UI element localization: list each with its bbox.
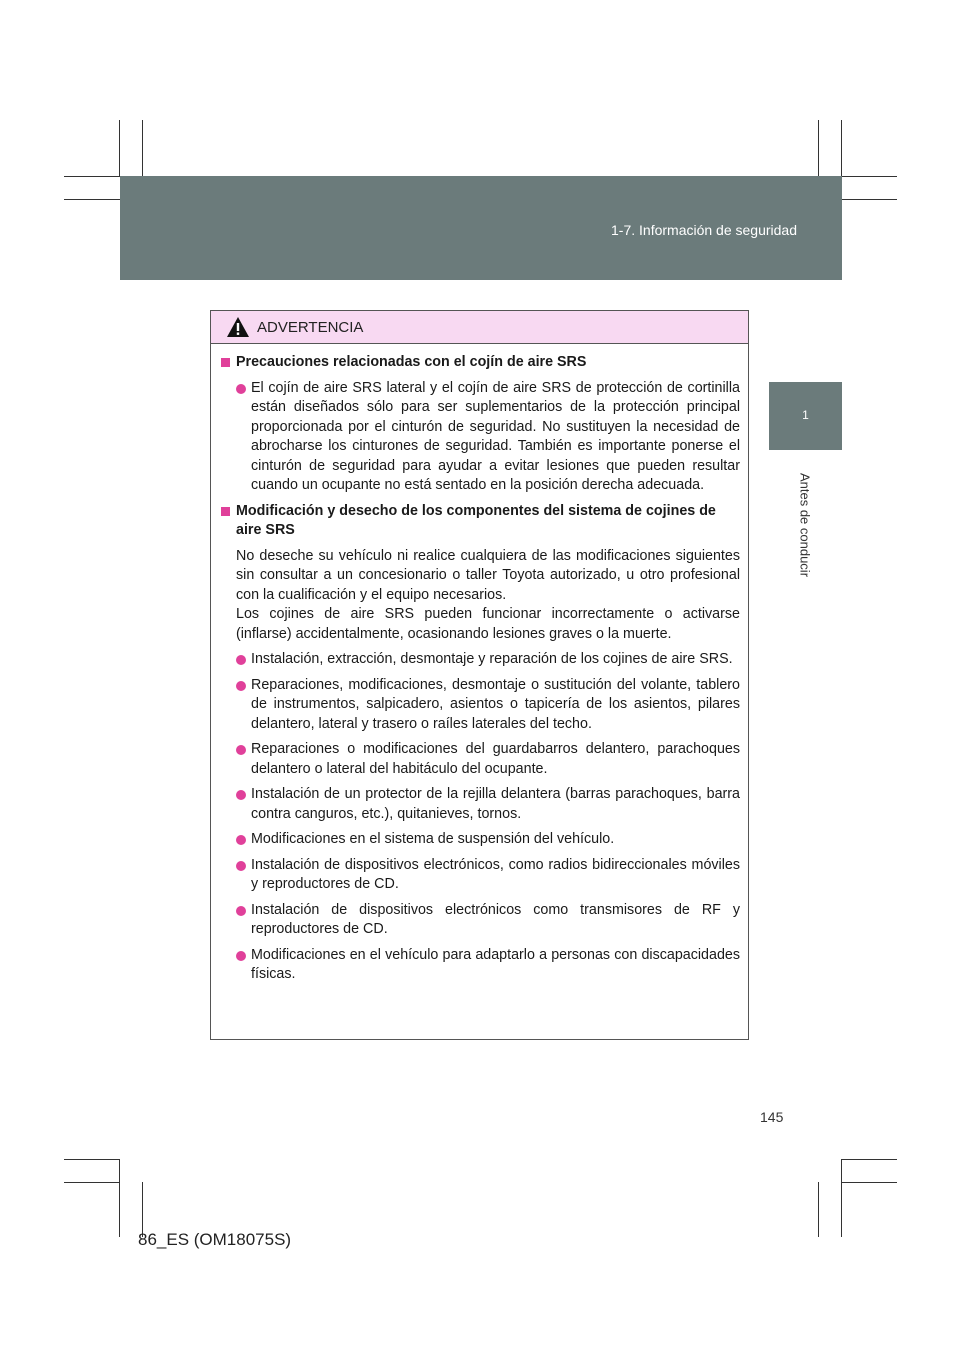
crop-mark [842,199,897,200]
bullet-dot-icon [236,835,246,845]
crop-mark [119,1159,120,1237]
bullet-dot-icon [236,681,246,691]
list-item-text: Modificaciones en el vehículo para adaptarlo a personas con discapacidades físicas. [251,946,740,982]
crop-mark [64,1182,120,1183]
crop-mark [64,176,120,177]
header-band [120,176,842,280]
bullet-dot-icon [236,384,246,394]
chapter-label-container [775,460,835,590]
list-item-text: Reparaciones, modificaciones, desmontaje o sustitución del volante, tablero de instrumentos, salpicadero, asientos o tapicería de los asientos, pilares delantero, lateral y trasero o raíles laterales del techo. [251,676,740,732]
paragraph-text: Los cojines de aire SRS pueden funcionar incorrectamente o activarse (inflarse) accidentalmente, ocasionando lesiones graves o la muerte. [236,606,740,642]
warning-triangle-icon [226,316,250,338]
list-item [221,856,740,895]
chapter-label: Antes de conducir [797,472,813,578]
crop-mark [142,1182,143,1237]
crop-mark [842,176,897,177]
warning-box [210,310,749,1040]
list-item-text: Reparaciones o modificaciones del guardabarros delantero, parachoques delantero o lateral del habitáculo del ocupante. [251,741,740,777]
list-item-text: Modificaciones en el sistema de suspensión del vehículo. [251,831,615,847]
list-item [221,901,740,940]
list-item-text: Instalación de dispositivos electrónicos como transmisores de RF y reproductores de CD. [251,901,740,937]
bullet-dot-icon [236,906,246,916]
crop-mark [119,120,120,176]
paragraph [236,547,740,645]
square-bullet-icon [221,358,230,367]
list-item [221,650,740,670]
list-item [221,830,740,850]
chapter-number: 1 [802,408,809,422]
crop-mark [142,120,143,176]
section-heading-text: Precauciones relacionadas con el cojín de aire SRS [236,354,587,370]
warning-header [211,311,748,344]
square-bullet-icon [221,507,230,516]
crop-mark [818,1182,819,1237]
document-code: 86_ES (OM18075S) [138,1230,292,1249]
bullet-dot-icon [236,951,246,961]
bullet-dot-icon [236,745,246,755]
bullet-dot-icon [236,790,246,800]
crop-mark [64,1159,120,1160]
section-heading [221,502,740,541]
bullet-dot-icon [236,861,246,871]
paragraph-text: No deseche su vehículo ni realice cualquiera de las modificaciones siguientes sin consultar a un concesionario o taller Toyota autorizado, u otro profesional con la cualificación y el equipo necesarios. [236,547,740,603]
section-title: 1-7. Información de seguridad [611,222,797,238]
crop-mark [841,120,842,176]
list-item [221,946,740,985]
bullet-dot-icon [236,655,246,665]
list-item-text: El cojín de aire SRS lateral y el cojín de aire SRS de protección de cortinilla están diseñados sólo para ser suplementarios de la protección principal proporcionada por el cinturón de seguridad. No sustituyen la necesidad de abrocharse los cinturones de seguridad. También es importante ponerse el cinturón de seguridad para ayudar a evitar lesiones que pueden resultar cuando un ocupante no está sentado en la posición derecha adecuada. [251,379,740,493]
crop-mark [818,120,819,176]
list-item [221,676,740,735]
crop-mark [842,1159,897,1160]
list-item [221,785,740,824]
crop-mark [841,1159,842,1237]
warning-body [211,344,748,985]
section-heading-text: Modificación y desecho de los componentes del sistema de cojines de aire SRS [236,502,716,538]
warning-title: ADVERTENCIA [257,319,364,336]
chapter-tab [769,382,842,450]
list-item [221,379,740,496]
list-item-text: Instalación, extracción, desmontaje y reparación de los cojines de aire SRS. [251,651,733,667]
crop-mark [842,1182,897,1183]
section-heading [221,353,740,373]
list-item-text: Instalación de dispositivos electrónicos, como radios bidireccionales móviles y reproductores de CD. [251,856,740,892]
list-item [221,740,740,779]
list-item-text: Instalación de un protector de la rejilla delantera (barras parachoques, barra contra canguros, etc.), quitanieves, tornos. [251,786,740,822]
crop-mark [64,199,120,200]
page-number: 145 [760,1109,784,1125]
